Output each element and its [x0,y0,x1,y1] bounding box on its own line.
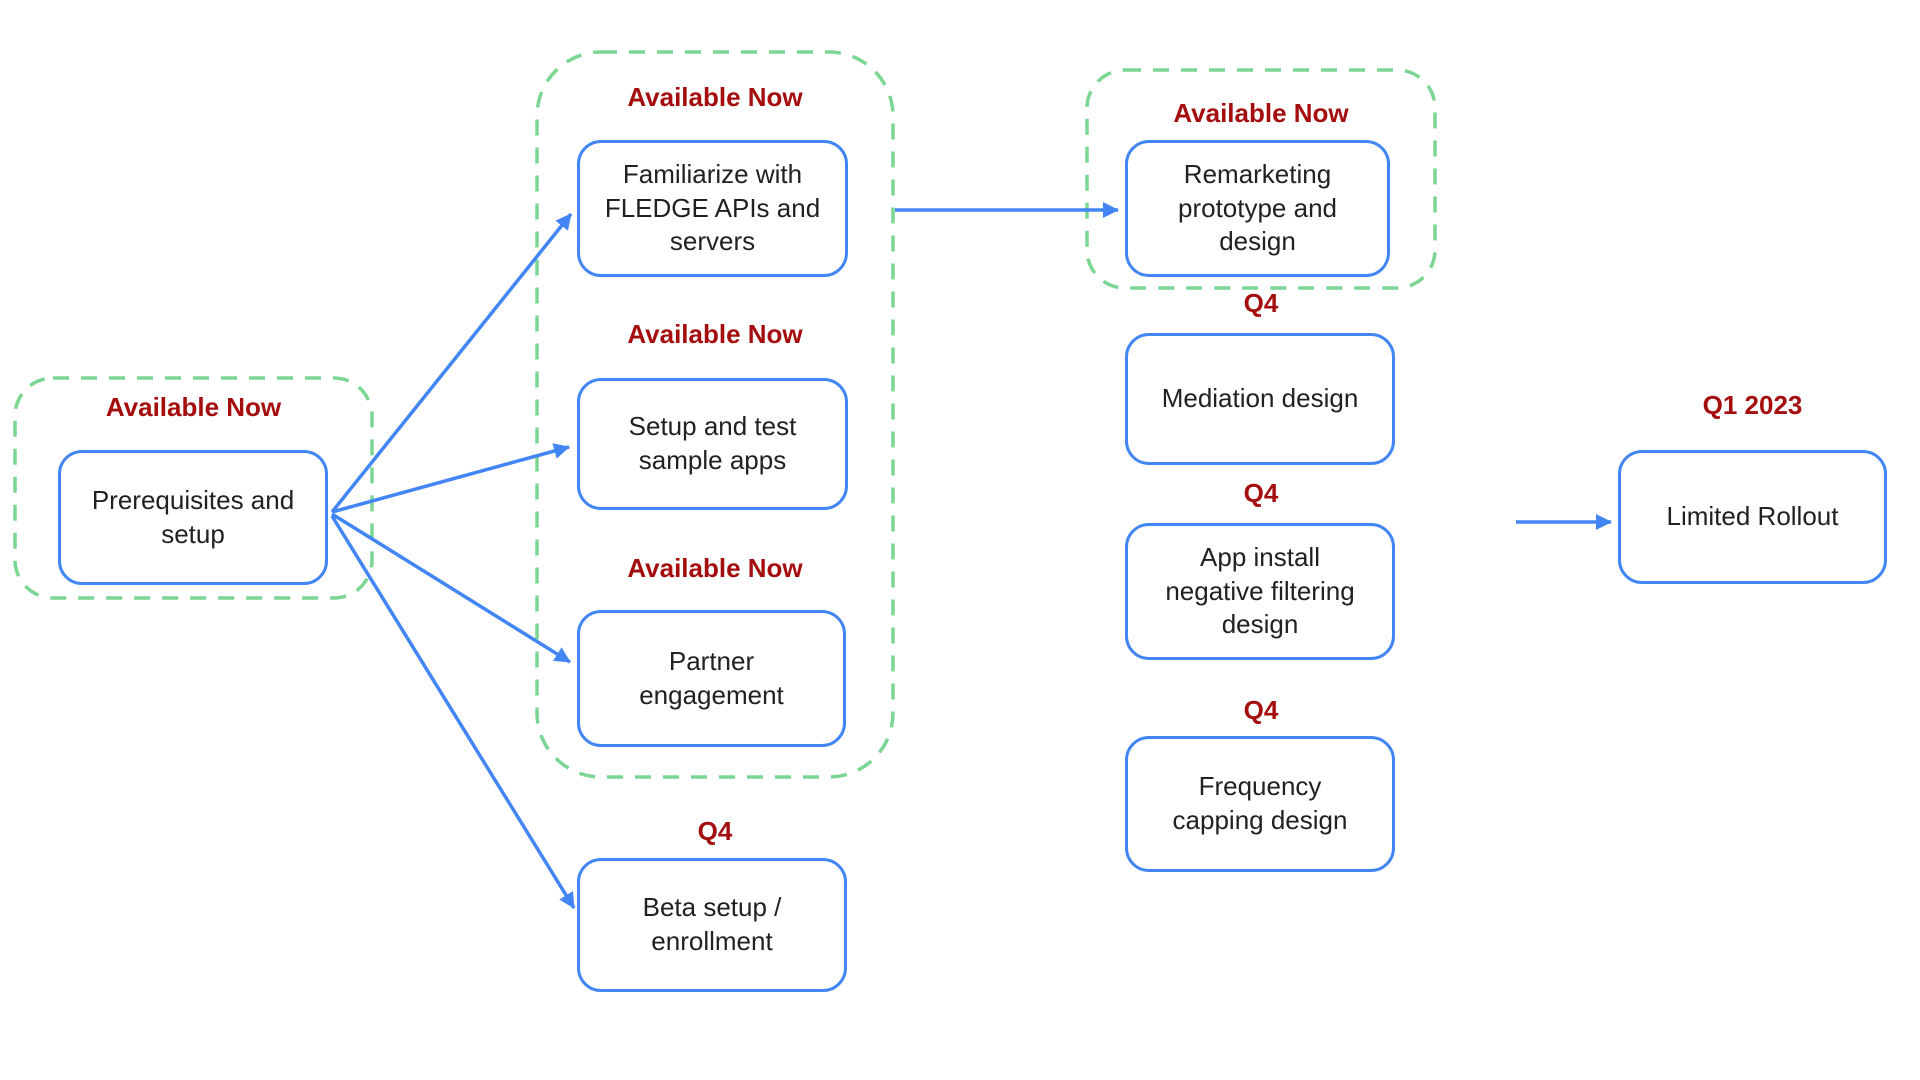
node-beta-setup-enrollment: Beta setup / enrollment [577,858,847,992]
node-app-install-negative-filtering: App install negative filtering design [1125,523,1395,660]
node-limited-rollout: Limited Rollout [1618,450,1887,584]
node-partner-engagement: Partner engagement [577,610,846,747]
label-q4-frequency-capping: Q4 [1243,695,1279,725]
label-available-now-remarketing: Available Now [1173,98,1349,128]
arrow-prereq-to-setup-apps [332,447,569,512]
label-available-now-setup-apps: Available Now [627,319,803,349]
label-q4-app-install: Q4 [1243,478,1279,508]
node-familiarize-fledge: Familiarize with FLEDGE APIs and servers [577,140,848,277]
node-mediation-design: Mediation design [1125,333,1395,465]
arrow-prereq-to-familiarize [332,214,571,512]
arrow-prereq-to-partner [332,514,570,662]
node-prerequisites-and-setup: Prerequisites and setup [58,450,328,585]
label-q1-2023: Q1 2023 [1702,390,1803,420]
label-available-now-left: Available Now [105,392,282,422]
node-remarketing-prototype-design: Remarketing prototype and design [1125,140,1390,277]
label-q4-mediation: Q4 [1243,288,1279,318]
node-setup-test-sample-apps: Setup and test sample apps [577,378,848,510]
label-q4-beta: Q4 [697,816,733,846]
node-frequency-capping-design: Frequency capping design [1125,736,1395,872]
label-available-now-familiarize: Available Now [627,82,803,112]
label-available-now-partner: Available Now [627,553,803,583]
